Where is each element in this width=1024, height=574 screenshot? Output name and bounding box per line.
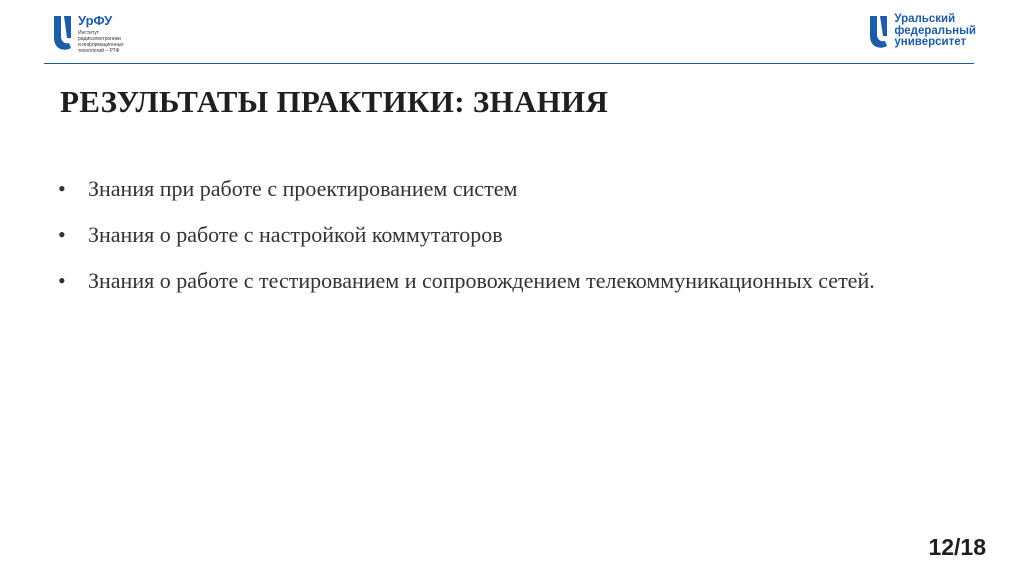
logo-left (52, 14, 148, 54)
left-logo-subtitle: Институт радиоэлектроники и информационных технологий – РТФ (78, 30, 124, 54)
slide-title: РЕЗУЛЬТАТЫ ПРАКТИКИ: ЗНАНИЯ (60, 84, 609, 119)
urfu-logo-icon (52, 14, 74, 54)
list-item (58, 258, 958, 304)
bullet-list (58, 166, 958, 304)
bullet-text: Знания о работе с тестированием и сопровождением телекоммуникационных сетей. (88, 268, 875, 293)
page-number: 12/18 (928, 534, 986, 560)
left-logo-brand: УрФУ (78, 13, 113, 28)
header-divider (44, 63, 974, 64)
list-item (58, 212, 958, 258)
university-logo-icon (869, 14, 889, 50)
bullet-text: Знания при работе с проектированием систем (88, 176, 518, 201)
bullet-marker: • (58, 268, 66, 293)
right-logo-name: Уральский федеральный университет (894, 13, 976, 48)
bullet-text: Знания о работе с настройкой коммутаторов (88, 222, 503, 247)
list-item (58, 166, 958, 212)
logo-right (869, 14, 976, 50)
bullet-marker: • (58, 222, 66, 247)
bullet-marker: • (58, 176, 66, 201)
